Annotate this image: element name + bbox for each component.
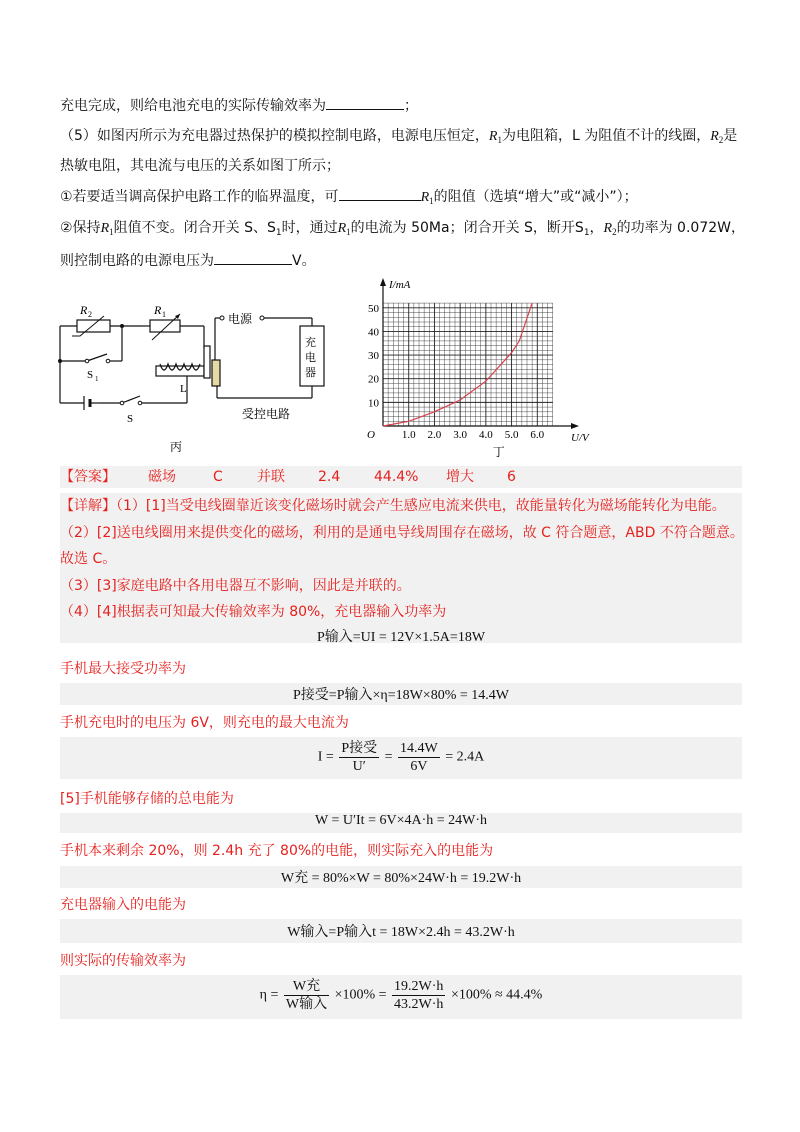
r1-resistor-box — [150, 320, 180, 332]
question-text: 是 — [723, 128, 738, 144]
answer-item: C — [213, 469, 223, 485]
equation-6 — [60, 921, 742, 941]
y-tick-label: 20 — [368, 373, 379, 386]
detail-line-4 — [60, 576, 411, 596]
question-line-4 — [60, 186, 638, 211]
answer-line — [60, 467, 516, 487]
equation-1 — [60, 626, 742, 646]
s1-symbol: $S_1$ — [266, 220, 282, 238]
s-label: S — [127, 413, 134, 425]
fraction: $\frac{\text{W充}}{\text{W输入}}$ — [285, 979, 328, 1012]
r1-sub: 1 — [162, 310, 166, 319]
detail-line-7 — [60, 713, 349, 733]
question-text: ①若要适当调高保护电路工作的临界温度，可 — [60, 189, 339, 205]
x-tick-label: 2.0 — [427, 429, 442, 441]
question-text: 阻值不变。闭合开关 S、 — [113, 220, 267, 236]
question-text: 的阻值（选填“增大”或“减小”）； — [433, 189, 638, 205]
r2-thermistor — [77, 320, 110, 332]
power-source-label: 电源 — [228, 312, 253, 326]
controlled-circuit-label: 受控电路 — [242, 407, 291, 421]
detail-line-9 — [60, 841, 493, 861]
r1-symbol: $R_1$ — [100, 221, 114, 237]
detail-text: （3）[3]家庭电路中各用电器互不影响，因此是并联的。 — [60, 578, 411, 594]
equation-text: η = — [259, 987, 279, 1003]
x-axis-label: U/V — [571, 432, 589, 444]
question-text: 的电流为 50Ma；闭合开关 S，断开 — [350, 220, 575, 236]
question-line-1 — [60, 95, 418, 116]
question-line-3 — [60, 156, 340, 176]
s1-sub: 1 — [95, 375, 99, 383]
detail-text: 故选 C。 — [60, 551, 117, 567]
equation-text: I = — [317, 749, 334, 765]
detail-text: 则实际的传输效率为 — [60, 953, 186, 969]
r2-label: R — [80, 303, 88, 317]
equation-7 — [60, 978, 742, 1013]
r1-symbol: $R_1$ — [337, 221, 351, 237]
equation-5 — [60, 867, 742, 887]
answer-item: 增大 — [446, 469, 474, 485]
detail-line-8 — [60, 789, 234, 809]
circuit-diagram — [52, 298, 342, 458]
detail-text: 手机充电时的电压为 6V，则充电的最大电流为 — [60, 715, 349, 731]
answer-item: 44.4% — [374, 469, 419, 485]
answer-item: 6 — [507, 469, 516, 485]
detail-text: （2）[2]送电线圈用来提供变化的磁场，利用的是通电导线周围存在磁场，故 C 符合题意，ABD 不符合题意。 — [60, 525, 744, 541]
r2-symbol: $R_2$ — [710, 129, 724, 145]
equation-text: W = U′It = 6V×4A·h = 24W·h — [314, 813, 488, 828]
y-tick-label: 30 — [368, 350, 379, 363]
fraction: $\frac{14.4W}{6V}$ — [400, 741, 438, 774]
question-text: V。 — [292, 253, 316, 269]
x-tick-label: 3.0 — [453, 429, 468, 441]
r2-sub: 2 — [88, 310, 92, 319]
question-text: 的功率为 0.072W， — [616, 220, 745, 236]
fraction: $\frac{19.2W\cdot h}{43.2W\cdot h}$ — [394, 979, 444, 1012]
equation-text: ×100% ≈ 44.4% — [450, 987, 543, 1003]
r1-symbol: $R_1$ — [420, 190, 434, 206]
x-tick-label: 5.0 — [504, 429, 519, 441]
relay-armature — [204, 346, 210, 378]
detail-tag: 【详解】 — [60, 498, 116, 514]
punctuation: ； — [404, 98, 418, 114]
question-text: 时，通过 — [281, 220, 338, 236]
relay-contact — [212, 360, 220, 386]
equation-text: = 2.4A — [445, 749, 485, 765]
question-line-5 — [60, 218, 745, 243]
question-text: 热敏电阻，其电流与电压的关系如图丁所示； — [60, 158, 340, 174]
equation-3 — [60, 740, 742, 775]
detail-text: 手机最大接受功率为 — [60, 661, 186, 677]
question-text: ， — [589, 220, 604, 236]
iv-chart — [355, 276, 600, 461]
fraction: $\frac{\text{P接受}}{U'}$ — [341, 741, 378, 774]
question-line-6 — [60, 250, 316, 271]
answer-item: 并联 — [257, 469, 285, 485]
y-tick-label: 50 — [368, 302, 379, 315]
equation-text: = — [384, 749, 393, 765]
question-text: （5）如图丙所示为充电器过热保护的模拟控制电路，电源电压恒定， — [60, 128, 489, 144]
charger-label: 电 — [305, 351, 316, 364]
coil-label: L — [180, 383, 187, 395]
answer-item: 磁场 — [148, 469, 176, 485]
y-axis-label: I/mA — [389, 279, 411, 291]
s1-symbol: $S_1$ — [574, 220, 590, 238]
question-text: 充电完成，则给电池充电的实际传输效率为 — [60, 98, 326, 114]
answer-blank — [339, 186, 421, 201]
detail-line-11 — [60, 951, 186, 971]
detail-line-6 — [60, 659, 186, 679]
detail-line-1 — [60, 496, 726, 516]
detail-text: （4）[4]根据表可知最大传输效率为 80%，充电器输入功率为 — [60, 604, 447, 620]
detail-line-5 — [60, 602, 446, 622]
x-axis-arrow — [571, 423, 579, 429]
y-axis-arrow — [380, 278, 386, 286]
equation-text: P接受=P输入×η=18W×80% = 14.4W — [293, 688, 509, 703]
detail-line-3 — [60, 549, 116, 569]
y-tick-label: 10 — [368, 397, 379, 410]
origin-label: O — [367, 429, 375, 441]
equation-text: P输入=UI = 12V×1.5A=18W — [316, 630, 486, 645]
equation-text: W充 = 80%×W = 80%×24W·h = 19.2W·h — [280, 871, 522, 886]
r1-symbol: $R_1$ — [488, 129, 502, 145]
answer-blank — [326, 95, 404, 110]
equation-text: W输入=P输入t = 18W×2.4h = 43.2W·h — [287, 925, 515, 940]
question-text: 则控制电路的电源电压为 — [60, 253, 214, 269]
detail-text: [5]手机能够存储的总电能为 — [60, 791, 234, 807]
question-line-2 — [60, 126, 737, 150]
r1-label: R — [154, 303, 162, 317]
detail-line-2 — [60, 523, 744, 543]
question-text: 为电阻箱，L 为阻值不计的线圈， — [501, 128, 711, 144]
equation-2 — [60, 684, 742, 704]
charger-label: 充 — [305, 336, 316, 349]
x-tick-label: 6.0 — [530, 429, 545, 441]
equation-text: ×100% = — [334, 987, 387, 1003]
s1-label: S — [87, 369, 94, 381]
x-tick-label: 1.0 — [401, 429, 416, 441]
y-tick-label: 40 — [368, 326, 379, 339]
coil-icon — [156, 364, 204, 376]
figure-caption: 丁 — [492, 445, 505, 459]
answer-item: 2.4 — [318, 469, 341, 485]
answer-blank — [214, 250, 292, 265]
question-text: ②保持 — [60, 220, 101, 236]
charger-label: 器 — [305, 366, 316, 379]
r2-symbol: $R_2$ — [603, 221, 617, 237]
figure-caption: 丙 — [170, 440, 183, 454]
detail-line-10 — [60, 895, 186, 915]
equation-4 — [60, 813, 742, 829]
detail-text: 充电器输入的电能为 — [60, 897, 186, 913]
detail-text: （1）[1]当受电线圈靠近该变化磁场时就会产生感应电流来供电，故能量转化为磁场能转化为电能。 — [116, 498, 726, 514]
x-tick-label: 4.0 — [478, 429, 493, 441]
answer-tag: 【答案】 — [60, 469, 116, 485]
detail-text: 手机本来剩余 20%，则 2.4h 充了 80%的电能，则实际充入的电能为 — [60, 843, 494, 859]
